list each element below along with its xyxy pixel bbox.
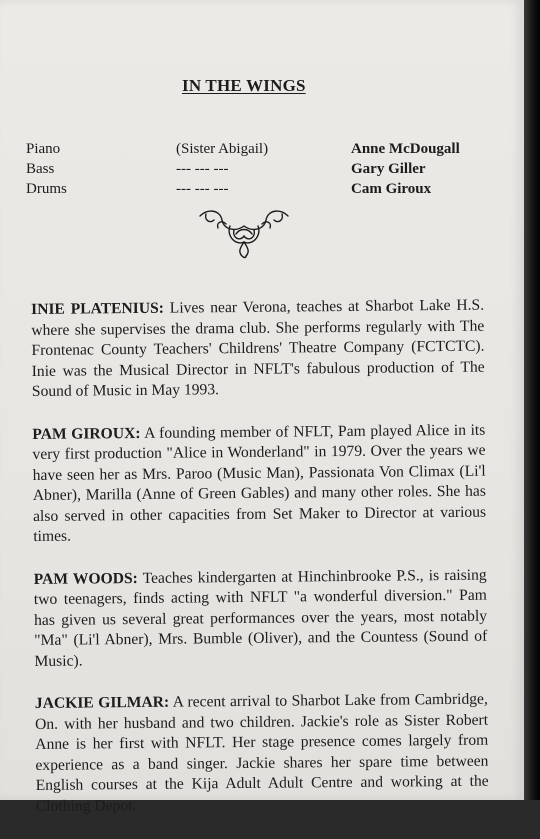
credit-row-piano xyxy=(26,139,486,159)
credit-person: Gary Giller xyxy=(351,161,426,177)
bio-paragraph xyxy=(31,296,485,403)
credit-role: Drums xyxy=(26,181,67,197)
bio-name: PAM GIROUX: xyxy=(32,424,141,443)
bio-name: INIE PLATENIUS: xyxy=(31,299,165,318)
credit-row-drums xyxy=(26,179,486,199)
credit-row-bass xyxy=(26,159,486,179)
page-title: IN THE WINGS xyxy=(182,76,306,95)
bio-paragraph xyxy=(35,690,489,817)
bio-text: A recent arrival to Sharbot Lake from Cambridge, On. with her husband and two children. Jackie's role as Sister Robert Anne is her first with NFLT. Her stage presence comes largely from experience as a band singer. Jackie shares her spare time between English courses at the Kija Adult Adult Centre and working at the Clothing Depot. xyxy=(34,690,489,815)
credit-role: Piano xyxy=(26,141,61,157)
bio-paragraph xyxy=(32,420,486,547)
credit-person: Cam Giroux xyxy=(351,181,432,197)
credit-note: --- --- --- xyxy=(176,161,229,177)
bio-name: JACKIE GILMAR: xyxy=(34,693,170,712)
credit-person: Anne McDougall xyxy=(351,141,460,157)
credit-note: (Sister Abigail) xyxy=(176,141,269,157)
musician-credits xyxy=(26,139,486,199)
bio-paragraph xyxy=(34,565,488,672)
page-edge-shadow xyxy=(524,0,540,800)
bio-text: Lives near Verona, teaches at Sharbot Lake H.S. where she supervises the drama club. She performs regularly with The Frontenac County Teachers' Childrens' Theatre Company (FCTCTC). Inie was the Musical Director in NFLT's fabulous production of The Sound of Music in May 1993. xyxy=(31,296,485,400)
credit-role: Bass xyxy=(26,161,55,177)
cast-bios xyxy=(31,296,489,839)
bio-text: Teaches kindergarten at Hinchinbrooke P.S., is raising two teenagers, finds acting with NFLT "a wonderful diversion." Pam has given us several great performances over the years, most notably "Ma" (Li'l Abner), Mrs. Bumble (Oliver), and the Countess (Sound of Music). xyxy=(33,566,488,670)
bio-text: A founding member of NFLT, Pam played Alice in its very first production "Alice in Wonderland" in 1979. Over the years we have seen her as Mrs. Paroo (Music Man), Passionata Von Climax (Li'l Abner), Marilla (Anne of Green Gables) and many other roles. She has also served in other capacities from Set Maker to Director at various times. xyxy=(32,421,487,545)
bio-name: PAM WOODS: xyxy=(33,569,138,588)
flourish-ornament-icon xyxy=(196,206,292,264)
credit-note: --- --- --- xyxy=(176,181,229,197)
